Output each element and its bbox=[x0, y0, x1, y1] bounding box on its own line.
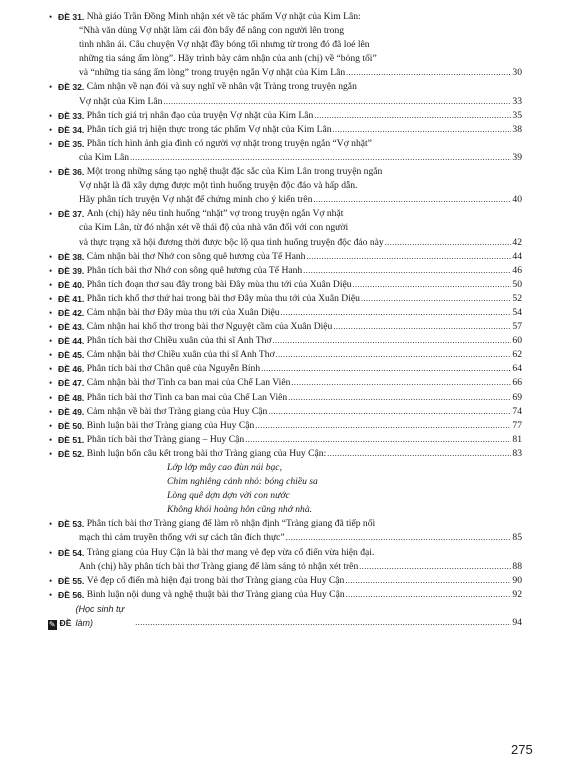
bullet-icon: • bbox=[49, 519, 53, 530]
toc-entry-text: Anh (chị) hãy nêu tình huống “nhặt” vợ trong truyện ngắn Vợ nhặt bbox=[86, 208, 344, 220]
toc-entry-number: ĐỀ 45. bbox=[58, 350, 85, 361]
toc-entry-text: Cảm nhận bài thơ Nhớ con sông quê hương của Tế Hanh bbox=[86, 250, 306, 262]
toc-entry-line bbox=[52, 165, 522, 179]
toc-entry-text: Tràng giang của Huy Cận là bài thơ mang vẻ đẹp vừa cổ điển vừa hiện đại. bbox=[86, 546, 375, 558]
toc-entry-line bbox=[52, 24, 522, 38]
toc-entry-text: Phân tích hình ảnh gia đình có người vợ nhặt trong truyện ngắn “Vợ nhặt” bbox=[86, 137, 372, 149]
poem-line: Chim nghiêng cánh nhỏ: bóng chiều sa bbox=[167, 476, 318, 488]
dot-leader bbox=[130, 151, 511, 165]
toc-entry-text: Hãy phân tích truyện Vợ nhặt để chứng minh cho ý kiến trên bbox=[79, 194, 313, 206]
toc-entry-text: tình nhân ái. Câu chuyện Vợ nhặt đầy bóng tối nhưng từ trong đó đã loé lên bbox=[79, 39, 370, 51]
bullet-icon: • bbox=[49, 251, 53, 262]
toc-entry-number: ĐỀ 39. bbox=[58, 265, 85, 276]
toc-entry-page: 85 bbox=[512, 532, 522, 544]
toc-entry-number: ĐỀ 49. bbox=[58, 406, 85, 417]
toc-entry bbox=[49, 80, 522, 108]
toc-entry-text: Bình luận bài thơ Tràng giang của Huy Cận bbox=[86, 419, 255, 431]
toc-entry-line bbox=[52, 447, 522, 461]
toc-entry bbox=[49, 10, 522, 80]
toc-entry-number: ĐỀ 36. bbox=[58, 167, 85, 178]
bullet-icon: • bbox=[49, 406, 53, 417]
toc-entry-line bbox=[52, 264, 522, 278]
bullet-icon: • bbox=[49, 448, 53, 459]
toc-entry-text: Phân tích giá trị nhân đạo của truyện Vợ nhặt của Kim Lân bbox=[86, 109, 314, 121]
toc-entry-text: Phân tích khổ thơ thứ hai trong bài thơ Đây mùa thu tới của Xuân Diệu bbox=[86, 292, 360, 304]
toc-entry-number: ĐỀ 47. bbox=[58, 378, 85, 389]
toc-entry-final-page: 94 bbox=[512, 617, 522, 629]
toc-entry-line bbox=[52, 95, 522, 109]
dot-leader bbox=[261, 362, 511, 376]
toc-entry-line bbox=[52, 433, 522, 447]
toc-entry-text: Phân tích đoạn thơ sau đây trong bài Đây mùa thu tới của Xuân Diệu bbox=[86, 278, 352, 290]
dot-leader bbox=[333, 320, 511, 334]
toc-entry-text: Vẻ đẹp cổ điển mà hiện đại trong bài thơ Tràng giang của Huy Cận bbox=[86, 574, 345, 586]
toc-entry-page: 88 bbox=[512, 560, 522, 572]
toc-entry bbox=[49, 264, 522, 278]
toc-entry-number: ĐỀ 48. bbox=[58, 392, 85, 403]
dot-leader bbox=[306, 250, 511, 264]
dot-leader bbox=[272, 334, 511, 348]
toc-entry-line bbox=[52, 66, 522, 80]
dot-leader bbox=[361, 292, 511, 306]
toc-entry-line bbox=[52, 546, 522, 560]
toc-entry-text: của Kim Lân bbox=[79, 151, 130, 163]
toc-entry-line bbox=[52, 236, 522, 250]
toc-entry-line bbox=[52, 419, 522, 433]
toc-entry-final-label: ĐỀ bbox=[59, 618, 72, 629]
toc-entry-line bbox=[52, 320, 522, 334]
toc-entry-line bbox=[52, 80, 522, 94]
dot-leader bbox=[353, 278, 512, 292]
toc-entry-page: 64 bbox=[512, 363, 522, 375]
bullet-icon: • bbox=[49, 378, 53, 389]
toc-entry-text: Phân tích bài thơ Tràng giang – Huy Cận bbox=[86, 433, 245, 445]
toc-entry bbox=[49, 546, 522, 574]
toc-entry-text: Cảm nhận hai khổ thơ trong bài thơ Nguyệt cầm của Xuân Diệu bbox=[86, 321, 333, 333]
bullet-icon: • bbox=[49, 209, 53, 220]
toc-entry-page: 54 bbox=[512, 306, 522, 318]
poem-excerpt bbox=[52, 461, 522, 517]
toc-entry-number: ĐỀ 34. bbox=[58, 124, 85, 135]
toc-entry-line bbox=[52, 109, 522, 123]
toc-entry-text: Phân tích bài thơ Chân quê của Nguyễn Bính bbox=[86, 363, 261, 375]
toc-entry-page: 90 bbox=[512, 574, 522, 586]
toc-entry-text: Phân tích bài thơ Tình ca ban mai của Chế Lan Viên bbox=[86, 391, 288, 403]
dot-leader bbox=[314, 109, 511, 123]
bullet-icon: • bbox=[49, 547, 53, 558]
toc-entries-group-1 bbox=[49, 10, 522, 461]
toc-entry-final-note: (Học sinh tự làm) bbox=[75, 603, 125, 629]
toc-entry bbox=[49, 320, 522, 334]
toc-entry bbox=[49, 362, 522, 376]
toc-entry-line bbox=[52, 38, 522, 52]
toc-entry-final bbox=[48, 602, 522, 630]
toc-entry-line bbox=[52, 123, 522, 137]
toc-entry-text: Phân tích bài thơ Chiều xuân của thi sĩ Anh Thơ bbox=[86, 335, 272, 347]
dot-leader bbox=[255, 419, 511, 433]
dot-leader bbox=[385, 236, 512, 250]
toc-entry-text: và thực trạng xã hội đương thời được bộc lộ qua tình huống truyện độc đáo này bbox=[79, 236, 384, 248]
toc-entry-line bbox=[52, 193, 522, 207]
toc-entry-text: Một trong những sáng tạo nghệ thuật đặc sắc của Kim Lân trong truyện ngắn bbox=[86, 166, 383, 178]
toc-entry-page: 38 bbox=[512, 123, 522, 135]
toc-entry-line bbox=[52, 52, 522, 66]
bullet-icon: • bbox=[49, 589, 53, 600]
toc-entry-number: ĐỀ 52. bbox=[58, 448, 85, 459]
toc-entry-line bbox=[52, 151, 522, 165]
poem-line: Lớp lớp mây cao đùn núi bạc, bbox=[167, 462, 282, 473]
toc-entry-line bbox=[52, 588, 522, 602]
dot-leader bbox=[288, 391, 511, 405]
toc-entry-number: ĐỀ 42. bbox=[58, 307, 85, 318]
bullet-icon: • bbox=[49, 322, 53, 333]
toc-entry-number: ĐỀ 38. bbox=[58, 251, 85, 262]
toc-entry-text: “Nhà văn dùng Vợ nhặt làm cái đòn bẩy để nâng con người lên trong bbox=[79, 25, 345, 37]
toc-entry bbox=[49, 588, 522, 602]
toc-entry-text: Nhà giáo Trần Đồng Minh nhận xét về tác phẩm Vợ nhặt của Kim Lân: bbox=[86, 11, 361, 22]
toc-entry bbox=[49, 165, 522, 207]
toc-entry-number: ĐỀ 40. bbox=[58, 279, 85, 290]
dot-leader bbox=[327, 447, 511, 461]
toc-entries-group-2 bbox=[49, 517, 522, 602]
toc-entry-line bbox=[52, 362, 522, 376]
toc-entry-line bbox=[52, 560, 522, 574]
toc-entry-number: ĐỀ 50. bbox=[58, 420, 85, 431]
toc-entry bbox=[49, 348, 522, 362]
toc-entry bbox=[49, 433, 522, 447]
dot-leader bbox=[346, 66, 511, 80]
toc-entry-text: Phân tích bài thơ Nhớ con sông quê hương của Tế Hanh bbox=[86, 264, 303, 276]
pencil-icon: ✎ bbox=[48, 620, 56, 630]
bullet-icon: • bbox=[49, 434, 53, 445]
toc-entry bbox=[49, 517, 522, 545]
toc-entry-line bbox=[52, 574, 522, 588]
toc-entry bbox=[49, 306, 522, 320]
toc-entry-number: ĐỀ 43. bbox=[58, 322, 85, 333]
toc-entry-page: 74 bbox=[512, 405, 522, 417]
dot-leader bbox=[163, 95, 511, 109]
toc-entry-number: ĐỀ 56. bbox=[58, 589, 85, 600]
toc-entry-number: ĐỀ 46. bbox=[58, 364, 85, 375]
toc-entry-text: Cảm nhận bài thơ Tình ca ban mai của Chế Lan Viên bbox=[86, 377, 291, 389]
bullet-icon: • bbox=[49, 336, 53, 347]
bullet-icon: • bbox=[49, 279, 53, 290]
toc-entry-page: 62 bbox=[512, 349, 522, 361]
toc-entry-line bbox=[52, 10, 522, 24]
toc-entry bbox=[49, 334, 522, 348]
toc-entry bbox=[49, 109, 522, 123]
toc-entry bbox=[49, 391, 522, 405]
toc-entry-page: 57 bbox=[512, 321, 522, 333]
dot-leader bbox=[291, 376, 511, 390]
toc-entry-text: Bình luận nội dung và nghệ thuật bài thơ Tràng giang của Huy Cận bbox=[86, 588, 345, 600]
toc-entry bbox=[49, 419, 522, 433]
toc-entry-text: Cảm nhận về bài thơ Tràng giang của Huy Cận bbox=[86, 405, 268, 417]
toc-entry-line bbox=[52, 250, 522, 264]
toc-entry-text: Cảm nhận bài thơ Đây mùa thu tới của Xuân Diệu bbox=[86, 306, 280, 318]
toc-entry bbox=[49, 292, 522, 306]
toc-entry-text: và “những tia sáng ấm lòng” trong truyện ngắn Vợ nhặt của Kim Lân bbox=[79, 67, 346, 79]
toc-entry-page: 83 bbox=[512, 447, 522, 459]
toc-entry-text: của Kim Lân, từ đó nhận xét về thái độ của nhà văn đối với con người bbox=[79, 222, 349, 234]
dot-leader bbox=[286, 531, 512, 545]
toc-entry-page: 60 bbox=[512, 335, 522, 347]
bullet-icon: • bbox=[49, 124, 53, 135]
toc-entry-line bbox=[52, 348, 522, 362]
bullet-icon: • bbox=[49, 350, 53, 361]
toc-entry-number: ĐỀ 53. bbox=[58, 519, 85, 530]
toc-entry-line bbox=[52, 179, 522, 193]
bullet-icon: • bbox=[49, 12, 53, 22]
toc-entry-page: 42 bbox=[512, 236, 522, 248]
toc-entry-page: 30 bbox=[512, 67, 522, 79]
dot-leader bbox=[281, 306, 512, 320]
dot-leader bbox=[345, 574, 511, 588]
toc-entry-page: 39 bbox=[512, 151, 522, 163]
toc-entry-text: Bình luận bốn câu kết trong bài thơ Tràng giang của Huy Cận: bbox=[86, 447, 327, 459]
toc-entry bbox=[49, 250, 522, 264]
toc-entry-page: 66 bbox=[512, 377, 522, 389]
toc-entry-line bbox=[52, 221, 522, 235]
dot-leader bbox=[359, 560, 511, 574]
dot-leader bbox=[313, 193, 511, 207]
toc-entry-number: ĐỀ 35. bbox=[58, 138, 85, 149]
bullet-icon: • bbox=[49, 82, 53, 93]
dot-leader bbox=[245, 433, 511, 447]
bullet-icon: • bbox=[49, 392, 53, 403]
bullet-icon: • bbox=[49, 364, 53, 375]
toc-entry-line bbox=[52, 306, 522, 320]
toc-entry-number: ĐỀ 55. bbox=[58, 575, 85, 586]
toc-entry bbox=[49, 278, 522, 292]
toc-entry bbox=[49, 376, 522, 390]
toc-entry-number: ĐỀ 54. bbox=[58, 547, 85, 558]
dot-leader bbox=[276, 348, 512, 362]
dot-leader bbox=[268, 405, 511, 419]
toc-entry-line bbox=[52, 531, 522, 545]
toc-entry-line bbox=[52, 517, 522, 531]
toc-entry-page: 81 bbox=[512, 433, 522, 445]
toc-entry-text: Vợ nhặt của Kim Lân bbox=[79, 95, 163, 107]
toc-entry-text: Phân tích giá trị hiện thực trong tác phẩm Vợ nhặt của Kim Lân bbox=[86, 123, 332, 135]
toc-entry-text: Anh (chị) hãy phân tích bài thơ Tràng giang để làm sáng tỏ nhận xét trên bbox=[79, 560, 359, 572]
toc-entry-number: ĐỀ 37. bbox=[58, 209, 85, 220]
page-number: 275 bbox=[511, 742, 533, 757]
toc-entry-text: mạch thi cảm truyền thống với sự cách tân đích thực” bbox=[79, 532, 285, 544]
toc-entry-page: 40 bbox=[512, 194, 522, 206]
toc-entry-number: ĐỀ 32. bbox=[58, 82, 85, 93]
toc-entry-number: ĐỀ 33. bbox=[58, 110, 85, 121]
toc-entry-page: 46 bbox=[512, 264, 522, 276]
toc-entry-line bbox=[52, 391, 522, 405]
toc-entry bbox=[49, 447, 522, 461]
bullet-icon: • bbox=[49, 110, 53, 121]
toc-entry bbox=[49, 123, 522, 137]
dot-leader bbox=[303, 264, 511, 278]
toc-entry-line bbox=[52, 376, 522, 390]
toc-entry-page: 35 bbox=[512, 109, 522, 121]
bullet-icon: • bbox=[49, 167, 53, 178]
bullet-icon: • bbox=[49, 575, 53, 586]
bullet-icon: • bbox=[49, 420, 53, 431]
toc-entry-line bbox=[52, 292, 522, 306]
toc-entry bbox=[49, 207, 522, 249]
bullet-icon: • bbox=[49, 138, 53, 149]
toc-entry-line bbox=[52, 405, 522, 419]
toc-entry bbox=[49, 405, 522, 419]
toc-entry-number: ĐỀ 41. bbox=[58, 293, 85, 304]
dot-leader bbox=[346, 588, 512, 602]
toc-entry-line bbox=[52, 334, 522, 348]
bullet-icon: • bbox=[49, 307, 53, 318]
table-of-contents bbox=[48, 10, 522, 630]
bullet-icon: • bbox=[49, 293, 53, 304]
toc-entry-text: những tia sáng ấm lòng”. Hãy trình bày cảm nhận của anh (chị) về “bóng tối” bbox=[79, 53, 377, 65]
toc-entry-page: 69 bbox=[512, 391, 522, 403]
poem-line: Lòng quê dợn dợn vời con nước bbox=[167, 490, 290, 502]
toc-entry-page: 50 bbox=[512, 278, 522, 290]
dot-leader bbox=[333, 123, 512, 137]
toc-entry-page: 33 bbox=[512, 95, 522, 107]
dot-leader bbox=[135, 616, 511, 630]
toc-entry-text: Cảm nhận về nạn đói và suy nghĩ về nhân vật Tràng trong truyện ngắn bbox=[86, 81, 357, 93]
toc-entry-page: 52 bbox=[512, 292, 522, 304]
toc-entry-number: ĐỀ 31. bbox=[58, 12, 85, 22]
toc-entry-page: 77 bbox=[512, 419, 522, 431]
toc-entry-line bbox=[52, 137, 522, 151]
toc-entry-line bbox=[52, 207, 522, 221]
toc-entry-page: 44 bbox=[512, 250, 522, 262]
toc-entry-line bbox=[52, 278, 522, 292]
poem-line: Không khói hoàng hôn cũng nhớ nhà. bbox=[167, 504, 313, 516]
toc-entry-number: ĐỀ 51. bbox=[58, 434, 85, 445]
toc-entry-text: Phân tích bài thơ Tràng giang để làm rõ nhận định “Tràng giang đã tiếp nối bbox=[86, 518, 376, 530]
toc-entry-text: Cảm nhận bài thơ Chiều xuân của thi sĩ Anh Thơ bbox=[86, 349, 275, 361]
bullet-icon: • bbox=[49, 265, 53, 276]
toc-entry-number: ĐỀ 44. bbox=[58, 336, 85, 347]
toc-entry bbox=[49, 137, 522, 165]
toc-entry-text: Vợ nhặt là đã xây dựng được một tình huống truyện độc đáo và hấp dẫn. bbox=[79, 180, 358, 192]
toc-entry-page: 92 bbox=[512, 588, 522, 600]
toc-entry bbox=[49, 574, 522, 588]
